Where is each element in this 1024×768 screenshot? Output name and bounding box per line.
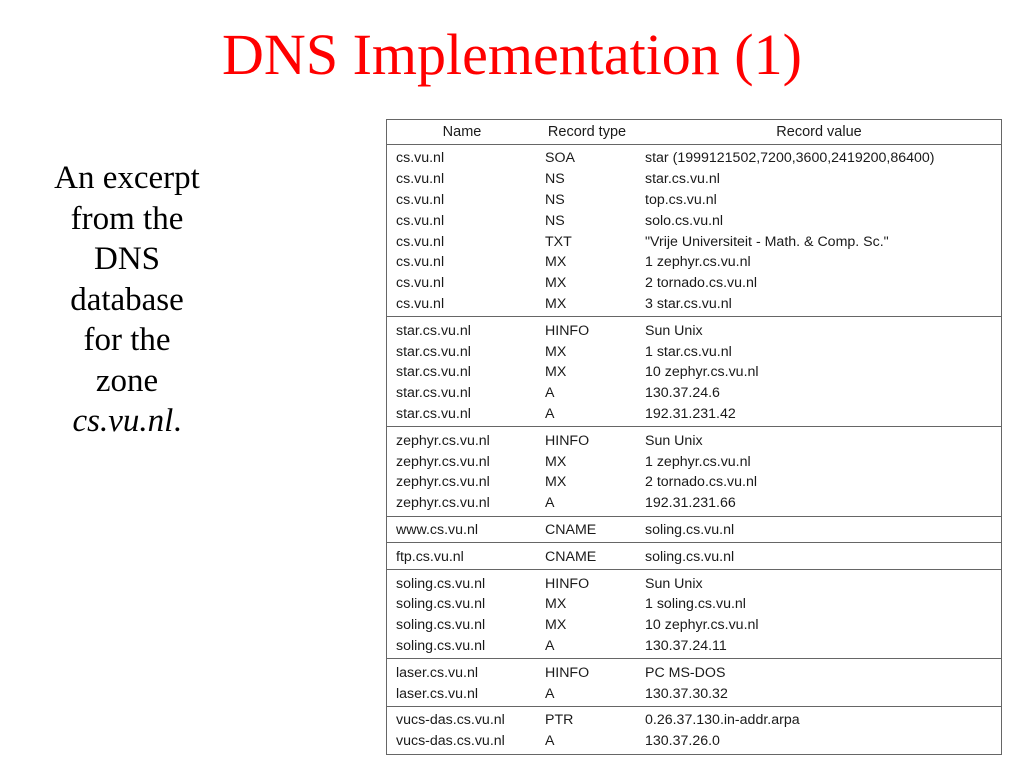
record-group [387, 707, 1001, 754]
record-name: zephyr.cs.vu.nl [396, 432, 490, 449]
record-name: cs.vu.nl [396, 212, 445, 229]
record-value: 10 zephyr.cs.vu.nl [645, 617, 759, 634]
record-type: MX [545, 275, 567, 292]
column-header-name: Name [442, 124, 482, 140]
record-name: cs.vu.nl [396, 233, 445, 250]
record-type: MX [545, 617, 567, 634]
record-value: solo.cs.vu.nl [645, 212, 724, 229]
record-name: vucs-das.cs.vu.nl [396, 733, 505, 750]
record-type: SOA [545, 150, 575, 167]
caption-line: database [70, 281, 184, 318]
table-row [387, 252, 1001, 273]
table-row [387, 273, 1001, 294]
table-row [387, 294, 1001, 315]
table-row [387, 520, 1001, 541]
record-type: MX [545, 254, 567, 271]
record-type: MX [545, 453, 567, 470]
record-group [387, 543, 1001, 570]
record-name: star.cs.vu.nl [396, 385, 471, 402]
table-row [387, 231, 1001, 252]
caption-line: An excerpt [54, 160, 200, 196]
table-row [387, 594, 1001, 615]
dns-records-table [386, 119, 1002, 755]
record-name: soling.cs.vu.nl [396, 596, 486, 613]
record-type: A [545, 385, 555, 402]
table-row [387, 546, 1001, 567]
record-name: cs.vu.nl [396, 171, 445, 188]
record-value: star (1999121502,7200,3600,2419200,86400) [645, 150, 935, 167]
record-value: 1 zephyr.cs.vu.nl [645, 453, 751, 470]
record-type: MX [545, 474, 567, 491]
table-row [387, 341, 1001, 362]
record-value: 0.26.37.130.in-addr.arpa [645, 712, 800, 729]
record-value: star.cs.vu.nl [645, 171, 720, 188]
record-value: 130.37.26.0 [645, 733, 720, 750]
record-type: NS [545, 171, 565, 188]
caption-line: zone [95, 362, 159, 399]
record-group [387, 517, 1001, 544]
record-name: star.cs.vu.nl [396, 405, 471, 422]
table-row [387, 710, 1001, 731]
record-value: top.cs.vu.nl [645, 191, 717, 208]
table-row [387, 362, 1001, 383]
record-type: HINFO [545, 322, 590, 339]
record-value: soling.cs.vu.nl [645, 521, 735, 538]
record-value: Sun Unix [645, 432, 703, 449]
table-row [387, 430, 1001, 451]
record-name: zephyr.cs.vu.nl [396, 495, 490, 512]
record-value: Sun Unix [645, 575, 703, 592]
record-type: MX [545, 295, 567, 312]
record-group [387, 427, 1001, 516]
record-value: 10 zephyr.cs.vu.nl [645, 364, 759, 381]
record-name: laser.cs.vu.nl [396, 685, 479, 702]
caption-line: for the [83, 322, 171, 358]
record-name: www.cs.vu.nl [396, 521, 478, 538]
column-header-record-type: Record type [547, 124, 627, 140]
record-name: star.cs.vu.nl [396, 322, 471, 339]
record-type: PTR [545, 712, 574, 729]
record-name: zephyr.cs.vu.nl [396, 474, 490, 491]
slide-title: DNS Implementation (1) [222, 22, 802, 87]
record-name: soling.cs.vu.nl [396, 617, 486, 634]
caption-line: from the [70, 200, 184, 237]
record-name: zephyr.cs.vu.nl [396, 453, 490, 470]
record-value: 130.37.30.32 [645, 685, 728, 702]
record-value: 2 tornado.cs.vu.nl [645, 275, 757, 292]
record-type: A [545, 685, 555, 702]
table-row [387, 169, 1001, 190]
record-type: HINFO [545, 432, 590, 449]
record-type: CNAME [545, 548, 597, 565]
record-value: 130.37.24.11 [645, 637, 727, 654]
table-row [387, 190, 1001, 211]
record-type: NS [545, 212, 565, 229]
record-type: MX [545, 364, 567, 381]
record-name: laser.cs.vu.nl [396, 664, 479, 681]
record-name: cs.vu.nl [396, 254, 445, 271]
table-row [387, 615, 1001, 636]
record-type: A [545, 495, 555, 512]
record-value: PC MS-DOS [645, 664, 726, 681]
table-body [387, 145, 1001, 754]
column-header-record-value: Record value [776, 124, 862, 140]
record-value: 192.31.231.66 [645, 495, 736, 512]
table-row [387, 573, 1001, 594]
record-name: cs.vu.nl [396, 295, 445, 312]
caption-line: DNS [93, 241, 161, 277]
record-value: Sun Unix [645, 322, 703, 339]
table-row [387, 210, 1001, 231]
record-name: star.cs.vu.nl [396, 364, 471, 381]
record-value: 1 soling.cs.vu.nl [645, 596, 746, 613]
record-type: HINFO [545, 664, 590, 681]
table-row [387, 383, 1001, 404]
record-value: 1 zephyr.cs.vu.nl [645, 254, 751, 271]
table-row [387, 404, 1001, 425]
record-name: cs.vu.nl [396, 150, 445, 167]
record-type: A [545, 405, 555, 422]
record-value: 130.37.24.6 [645, 385, 720, 402]
table-row [387, 636, 1001, 657]
record-type: TXT [545, 233, 572, 250]
record-name: soling.cs.vu.nl [396, 575, 486, 592]
record-value: 2 tornado.cs.vu.nl [645, 474, 757, 491]
record-name: soling.cs.vu.nl [396, 637, 486, 654]
record-group [387, 317, 1001, 427]
record-value: 1 star.cs.vu.nl [645, 343, 732, 360]
table-row [387, 148, 1001, 169]
zone-name: cs.vu.nl [72, 403, 174, 439]
table-row [387, 493, 1001, 514]
caption-zone-line [22, 401, 232, 442]
record-name: star.cs.vu.nl [396, 343, 471, 360]
record-type: HINFO [545, 575, 590, 592]
record-type: NS [545, 191, 565, 208]
record-name: vucs-das.cs.vu.nl [396, 712, 505, 729]
table-row [387, 731, 1001, 752]
record-group [387, 570, 1001, 659]
table-row [387, 472, 1001, 493]
record-type: CNAME [545, 521, 597, 538]
table-header [387, 120, 1001, 145]
record-type: A [545, 733, 555, 750]
record-name: cs.vu.nl [396, 191, 445, 208]
slide-caption [22, 158, 232, 442]
record-value: 192.31.231.42 [645, 405, 736, 422]
table-row [387, 662, 1001, 683]
record-value: "Vrije Universiteit - Math. & Comp. Sc." [645, 233, 889, 250]
zone-suffix: . [173, 403, 182, 439]
table-row [387, 451, 1001, 472]
record-value: soling.cs.vu.nl [645, 548, 735, 565]
record-name: ftp.cs.vu.nl [396, 548, 464, 565]
record-name: cs.vu.nl [396, 275, 445, 292]
record-group [387, 145, 1001, 317]
record-type: A [545, 637, 555, 654]
table-row [387, 683, 1001, 704]
record-type: MX [545, 596, 567, 613]
record-group [387, 659, 1001, 707]
record-type: MX [545, 343, 567, 360]
table-row [387, 320, 1001, 341]
record-value: 3 star.cs.vu.nl [645, 295, 732, 312]
